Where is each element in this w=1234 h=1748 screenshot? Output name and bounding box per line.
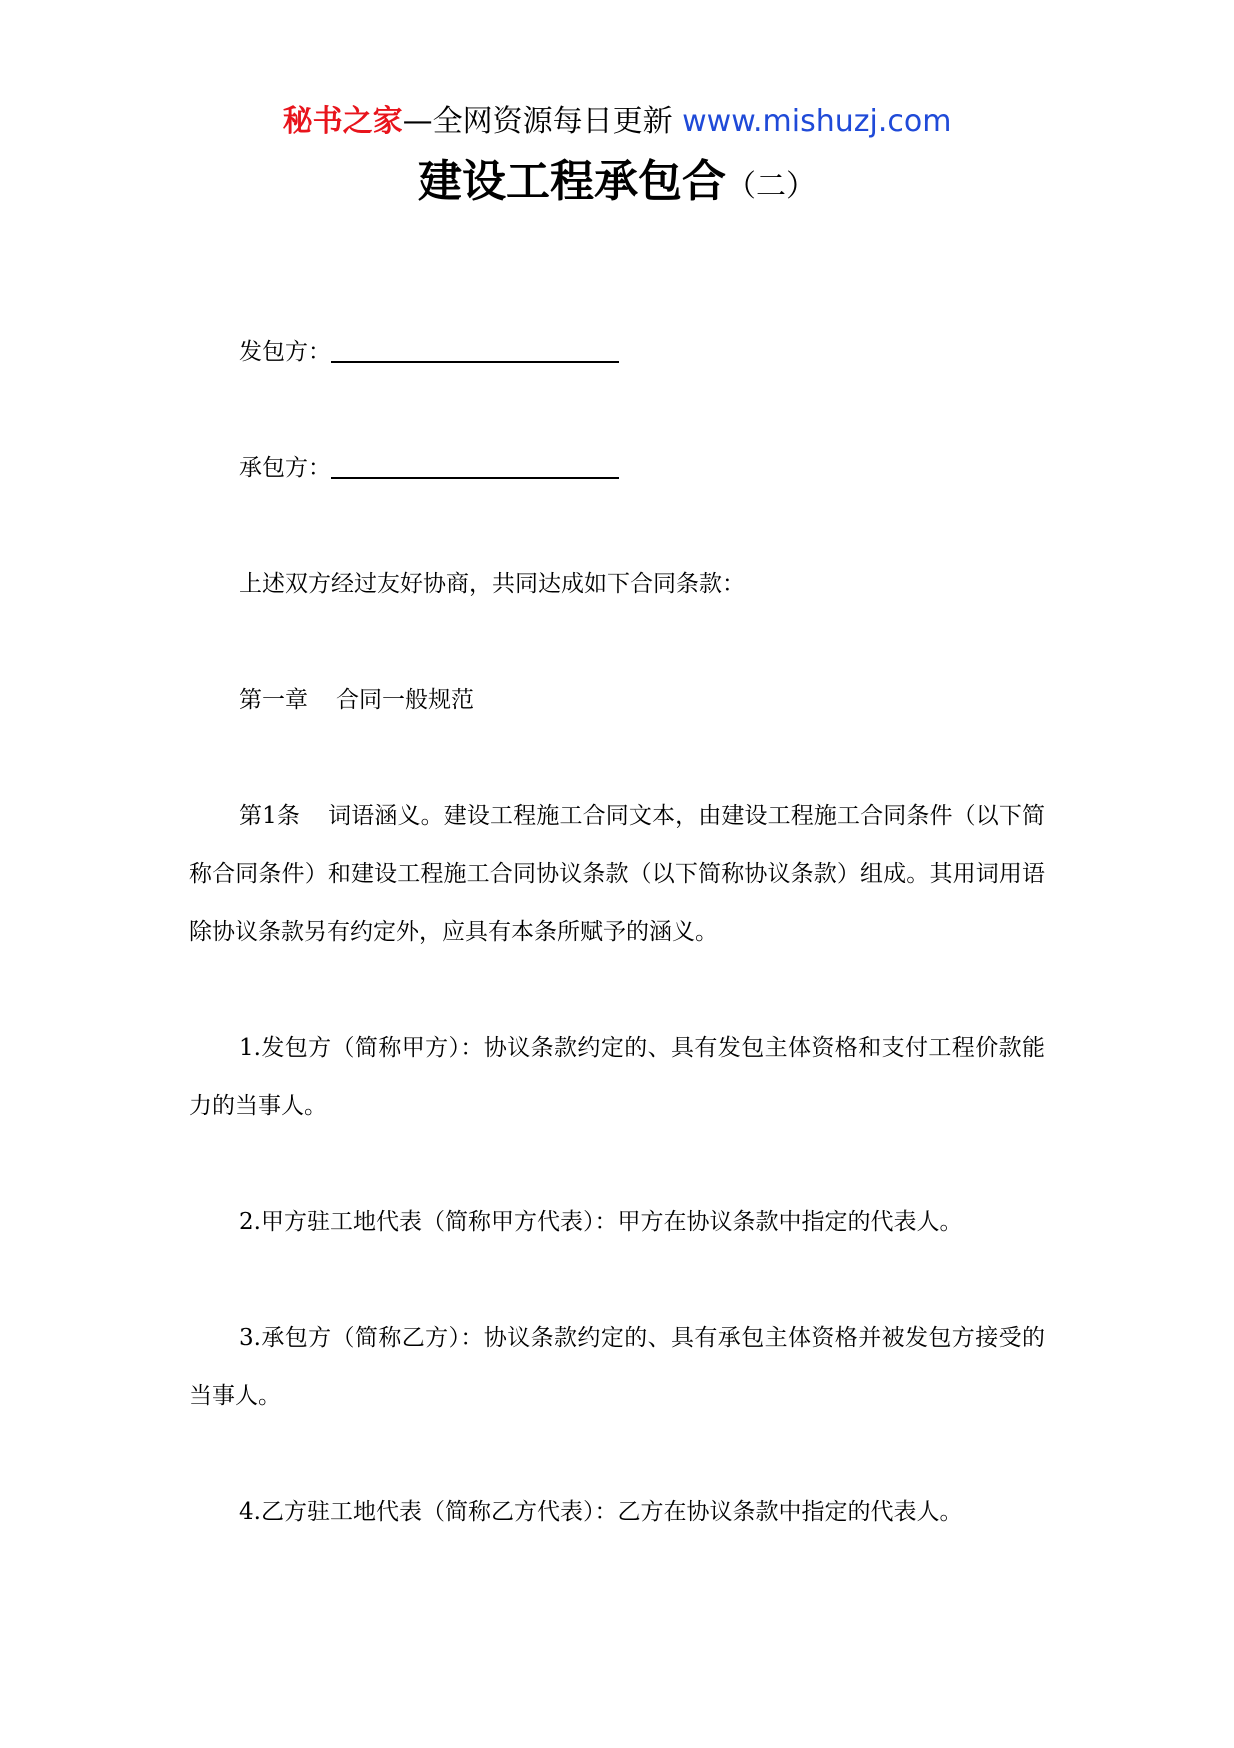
chapter-number: 第一章: [239, 687, 308, 713]
definition-item-3: 3.承包方（简称乙方）：协议条款约定的、具有承包主体资格并被发包方接受的当事人。: [189, 1325, 1045, 1409]
title-main: 建设工程承包合: [418, 156, 726, 207]
definition-item-4: 4.乙方驻工地代表（简称乙方代表）：乙方在协议条款中指定的代表人。: [239, 1499, 963, 1525]
document-title: [0, 150, 1234, 223]
employer-field: [189, 323, 1045, 381]
chapter-heading: [189, 671, 1045, 729]
definition-item-1: 1.发包方（简称甲方）：协议条款约定的、具有发包主体资格和支付工程价款能力的当事人。: [189, 1035, 1045, 1119]
contractor-label: 承包方：: [239, 455, 331, 481]
chapter-title: 合同一般规范: [336, 687, 474, 713]
intro-paragraph: 上述双方经过友好协商，共同达成如下合同条款：: [239, 571, 745, 597]
contractor-field: [189, 439, 1045, 497]
employer-label: 发包方：: [239, 339, 331, 365]
article-text: 词语涵义。建设工程施工合同文本，由建设工程施工合同条件（以下简称合同条件）和建设工程施工合同协议条款（以下简称协议条款）组成。其用词用语除协议条款另有约定外，应具有本条所赋予的涵义。: [189, 803, 1046, 945]
header-tagline: —全网资源每日更新: [402, 104, 673, 139]
employer-blank: [331, 360, 619, 363]
site-url[interactable]: www.mishuzj.com: [682, 104, 952, 139]
brand-name: 秘书之家: [282, 104, 403, 139]
article-1: [189, 787, 1045, 961]
contractor-blank: [331, 476, 619, 479]
title-sub: （二）: [726, 169, 816, 204]
definition-item-2: 2.甲方驻工地代表（简称甲方代表）：甲方在协议条款中指定的代表人。: [239, 1209, 963, 1235]
article-number: 第1条: [239, 803, 301, 829]
site-header: [0, 100, 1234, 144]
